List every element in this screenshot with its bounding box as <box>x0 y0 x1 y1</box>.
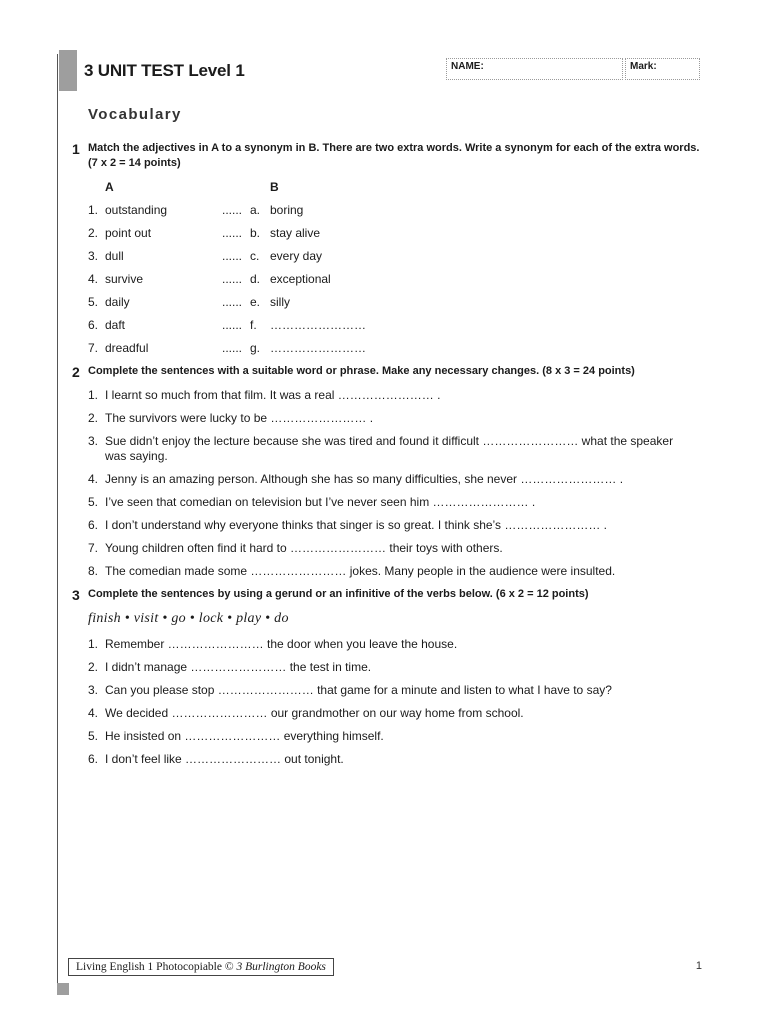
item-number: 2. <box>88 411 99 425</box>
match-number: 5. <box>88 295 99 309</box>
match-letter: e. <box>250 295 261 309</box>
sentence-list <box>88 388 696 579</box>
header-gray-bar <box>59 50 77 91</box>
match-letter: g. <box>250 341 261 355</box>
match-row <box>88 203 696 218</box>
item-text: He insisted on …………………… everything himself. <box>105 729 384 743</box>
item-text: I’ve seen that comedian on television but I’ve never seen him …………………… . <box>105 495 536 509</box>
exercise-2-points: (8 x 3 = 24 points) <box>542 365 635 377</box>
item-number: 3. <box>88 434 99 448</box>
match-number: 1. <box>88 203 99 217</box>
item-text: I didn’t manage …………………… the test in time. <box>105 660 372 674</box>
match-word-b: …………………… <box>270 318 366 332</box>
item-number: 1. <box>88 637 99 651</box>
column-header-a: A <box>105 180 114 194</box>
sentence-item <box>88 706 696 721</box>
section-title: Vocabulary <box>88 106 182 123</box>
item-number: 1. <box>88 388 99 402</box>
sentence-item <box>88 637 696 652</box>
item-number: 6. <box>88 752 99 766</box>
item-text: Young children often find it hard to …………………… their toys with others. <box>105 541 503 555</box>
item-text: We decided …………………… our grandmother on our way home from school. <box>105 706 524 720</box>
match-header-row <box>88 180 696 195</box>
sentence-item <box>88 564 696 579</box>
match-word-a: dull <box>105 249 124 263</box>
exercise-3-instructions-text: Complete the sentences by using a gerund or an infinitive of the verbs below. <box>88 588 493 600</box>
item-text: I learnt so much from that film. It was a real …………………… . <box>105 388 441 402</box>
match-dots: ...... <box>222 226 243 240</box>
sentence-item <box>88 434 696 464</box>
sentence-item <box>88 472 696 487</box>
match-word-b: every day <box>270 249 323 263</box>
match-dots: ...... <box>222 295 243 309</box>
match-row <box>88 249 696 264</box>
match-row <box>88 272 696 287</box>
exercise-1-points: (7 x 2 = 14 points) <box>88 157 181 169</box>
match-word-a: dreadful <box>105 341 149 355</box>
sentence-item <box>88 752 696 767</box>
mark-label: Mark: <box>630 61 657 72</box>
sentence-item <box>88 411 696 426</box>
sentence-item <box>88 660 696 675</box>
match-letter: c. <box>250 249 260 263</box>
item-number: 3. <box>88 683 99 697</box>
exercise-2-instructions <box>88 364 696 379</box>
item-text: Sue didn’t enjoy the lecture because she was tired and found it difficult …………………… what the speaker was saying. <box>105 434 674 463</box>
word-bank: finish • visit • go • lock • play • do <box>88 611 289 626</box>
match-dots: ...... <box>222 249 243 263</box>
mark-field-box[interactable] <box>625 58 700 80</box>
match-word-a: daily <box>105 295 130 309</box>
footer-credit-text: Living English 1 Photocopiable © <box>76 961 234 973</box>
item-number: 4. <box>88 472 99 486</box>
item-text: The comedian made some …………………… jokes. Many people in the audience were insulted. <box>105 564 616 578</box>
match-table <box>88 180 696 356</box>
exercise-2-instructions-text: Complete the sentences with a suitable word or phrase. Make any necessary changes. <box>88 365 540 377</box>
item-number: 5. <box>88 495 99 509</box>
sentence-item <box>88 388 696 403</box>
exercise-1-instructions-text: Match the adjectives in A to a synonym in B. There are two extra words. Write a synonym for each of the extra words. <box>88 142 700 154</box>
sentence-item <box>88 541 696 556</box>
match-word-b: silly <box>270 295 290 309</box>
exercise-2-number: 2 <box>72 364 80 380</box>
page-header <box>84 55 700 81</box>
exercise-3-points: (6 x 2 = 12 points) <box>495 588 589 600</box>
exercise-3-instructions <box>88 587 696 602</box>
item-text: Can you please stop …………………… that game for a minute and listen to what I have to say? <box>105 683 612 697</box>
match-letter: b. <box>250 226 261 240</box>
item-number: 7. <box>88 541 99 555</box>
match-number: 3. <box>88 249 99 263</box>
footer-gray-square <box>57 983 69 995</box>
column-header-b: B <box>270 180 279 194</box>
page-number: 1 <box>695 960 702 972</box>
test-body <box>72 106 700 775</box>
item-text: Jenny is an amazing person. Although she has so many difficulties, she never …………………… . <box>105 472 624 486</box>
left-margin-rule <box>57 54 58 988</box>
match-word-a: survive <box>105 272 144 286</box>
match-word-a: daft <box>105 318 126 332</box>
item-number: 8. <box>88 564 99 578</box>
match-dots: ...... <box>222 341 243 355</box>
match-row <box>88 341 696 356</box>
sentence-item <box>88 729 696 744</box>
match-dots: ...... <box>222 318 243 332</box>
sentence-item <box>88 495 696 510</box>
match-word-b: exceptional <box>270 272 331 286</box>
match-word-b: stay alive <box>270 226 321 240</box>
publisher-name: Burlington Books <box>245 961 326 973</box>
exercise-2 <box>72 364 696 579</box>
match-row <box>88 318 696 333</box>
match-number: 6. <box>88 318 99 332</box>
match-number: 7. <box>88 341 99 355</box>
name-field-box[interactable] <box>446 58 623 80</box>
name-label: NAME: <box>451 61 484 72</box>
exercise-3 <box>72 587 696 767</box>
match-letter: d. <box>250 272 261 286</box>
match-number: 4. <box>88 272 99 286</box>
sentence-list <box>88 637 696 767</box>
match-word-a: point out <box>105 226 152 240</box>
match-row <box>88 226 696 241</box>
item-text: Remember …………………… the door when you leave the house. <box>105 637 458 651</box>
exercise-1-number: 1 <box>72 141 80 157</box>
match-number: 2. <box>88 226 99 240</box>
exercise-1-instructions <box>88 141 700 171</box>
match-word-b: boring <box>270 203 304 217</box>
sentence-item <box>88 518 696 533</box>
item-number: 6. <box>88 518 99 532</box>
match-word-a: outstanding <box>105 203 168 217</box>
sentence-item <box>88 683 696 698</box>
item-text: The survivors were lucky to be …………………… . <box>105 411 374 425</box>
match-letter: f. <box>250 318 257 332</box>
match-letter: a. <box>250 203 261 217</box>
item-number: 5. <box>88 729 99 743</box>
item-number: 2. <box>88 660 99 674</box>
exercise-3-number: 3 <box>72 587 80 603</box>
header-fields <box>446 58 700 80</box>
exercise-1 <box>72 141 700 356</box>
footer-credit <box>68 958 334 976</box>
match-row <box>88 295 696 310</box>
match-dots: ...... <box>222 272 243 286</box>
page-title: 3 UNIT TEST Level 1 <box>84 61 245 80</box>
match-word-b: …………………… <box>270 341 366 355</box>
item-text: I don’t feel like …………………… out tonight. <box>105 752 344 766</box>
match-dots: ...... <box>222 203 243 217</box>
item-number: 4. <box>88 706 99 720</box>
publisher-logo: 3 <box>236 961 243 973</box>
item-text: I don’t understand why everyone thinks that singer is so great. I think she’s …………………… . <box>105 518 608 532</box>
